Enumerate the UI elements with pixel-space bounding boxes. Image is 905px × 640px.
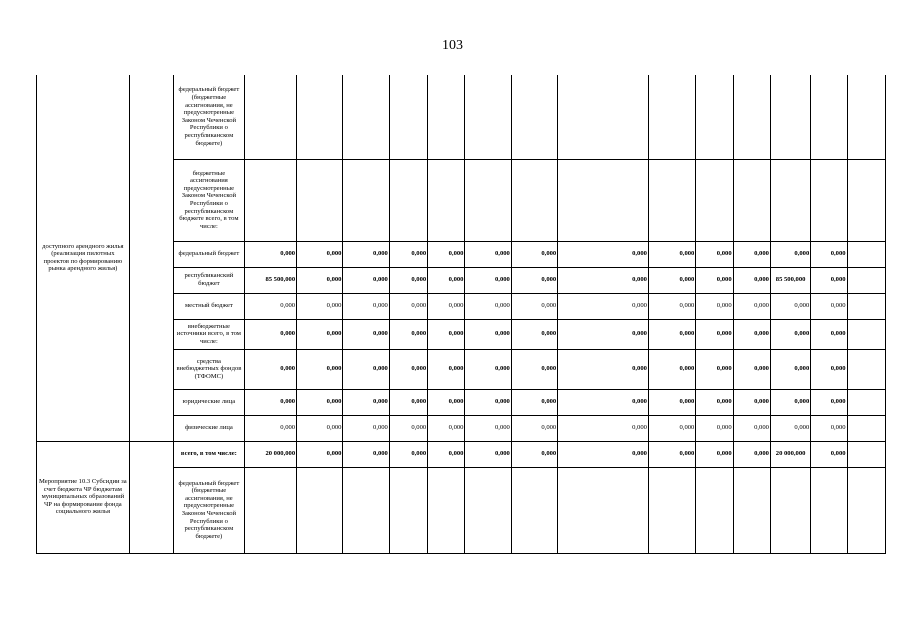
- value-cell: 0,000: [648, 415, 695, 441]
- empty-cell: [847, 267, 885, 293]
- empty-cell: [847, 319, 885, 349]
- value-cell: 0,000: [511, 349, 557, 389]
- value-cell: 0,000: [511, 441, 557, 467]
- value-cell: 0,000: [297, 349, 343, 389]
- value-cell: 0,000: [733, 415, 770, 441]
- empty-cell: [244, 75, 296, 159]
- empty-cell: [811, 467, 847, 553]
- value-cell: 0,000: [244, 241, 296, 267]
- funding-source-label: федеральный бюджет (бюджетные ассигнования, не предусмотренные Законом Чеченской Республики о республиканском бюджете): [174, 467, 245, 553]
- value-cell: 0,000: [244, 415, 296, 441]
- empty-cell: [648, 159, 695, 241]
- value-cell: 0,000: [811, 415, 847, 441]
- value-cell: 0,000: [389, 415, 427, 441]
- value-cell: 0,000: [770, 241, 810, 267]
- value-cell: 0,000: [428, 415, 465, 441]
- value-cell: 0,000: [696, 267, 733, 293]
- funding-source-label: юридические лица: [174, 389, 245, 415]
- value-cell: 0,000: [343, 241, 389, 267]
- value-cell: 0,000: [648, 441, 695, 467]
- value-cell: 0,000: [343, 415, 389, 441]
- empty-cell: [465, 159, 511, 241]
- value-cell: 0,000: [297, 389, 343, 415]
- value-cell: 0,000: [389, 293, 427, 319]
- empty-cell: [511, 159, 557, 241]
- value-cell: 0,000: [770, 319, 810, 349]
- value-cell: 0,000: [343, 293, 389, 319]
- value-cell: 0,000: [465, 349, 511, 389]
- value-cell: 0,000: [558, 319, 649, 349]
- empty-cell: [847, 241, 885, 267]
- empty-cell: [696, 159, 733, 241]
- value-cell: 0,000: [733, 349, 770, 389]
- empty-cell: [428, 159, 465, 241]
- value-cell: 0,000: [696, 415, 733, 441]
- empty-cell: [696, 467, 733, 553]
- value-cell: 0,000: [811, 319, 847, 349]
- value-cell: 0,000: [558, 293, 649, 319]
- value-cell: 0,000: [465, 389, 511, 415]
- page-number: 103: [442, 38, 463, 53]
- empty-cell: [733, 159, 770, 241]
- value-cell: 0,000: [558, 349, 649, 389]
- value-cell: 20 000,000: [244, 441, 296, 467]
- empty-cell: [428, 75, 465, 159]
- empty-cell: [558, 467, 649, 553]
- value-cell: 0,000: [648, 293, 695, 319]
- value-cell: 0,000: [770, 415, 810, 441]
- funding-source-label: федеральный бюджет (бюджетные ассигнования, не предусмотренные Законом Чеченской Республики о республиканском бюджете): [174, 75, 245, 159]
- value-cell: 0,000: [343, 441, 389, 467]
- empty-cell: [558, 159, 649, 241]
- value-cell: 0,000: [343, 389, 389, 415]
- value-cell: 0,000: [244, 293, 296, 319]
- value-cell: 0,000: [811, 241, 847, 267]
- value-cell: 0,000: [770, 293, 810, 319]
- value-cell: 0,000: [811, 293, 847, 319]
- value-cell: 85 500,000: [770, 267, 810, 293]
- value-cell: 0,000: [811, 267, 847, 293]
- empty-cell: [297, 159, 343, 241]
- value-cell: 0,000: [558, 241, 649, 267]
- value-cell: 0,000: [428, 389, 465, 415]
- value-cell: 0,000: [511, 319, 557, 349]
- table-row: [37, 441, 886, 467]
- empty-cell: [389, 467, 427, 553]
- value-cell: 0,000: [465, 441, 511, 467]
- value-cell: 0,000: [428, 241, 465, 267]
- value-cell: 0,000: [733, 267, 770, 293]
- value-cell: 0,000: [811, 349, 847, 389]
- value-cell: 0,000: [511, 389, 557, 415]
- value-cell: 0,000: [465, 415, 511, 441]
- empty-cell: [847, 441, 885, 467]
- value-cell: 0,000: [428, 349, 465, 389]
- value-cell: 0,000: [648, 349, 695, 389]
- value-cell: 0,000: [770, 389, 810, 415]
- empty-cell: [244, 159, 296, 241]
- empty-cell: [847, 467, 885, 553]
- value-cell: 0,000: [733, 319, 770, 349]
- value-cell: 0,000: [811, 389, 847, 415]
- value-cell: 0,000: [389, 267, 427, 293]
- value-cell: 0,000: [733, 293, 770, 319]
- funding-source-label: всего, в том числе:: [174, 441, 245, 467]
- value-cell: 0,000: [244, 349, 296, 389]
- empty-cell: [770, 159, 810, 241]
- funding-source-label: внебюджетные источники всего, в том числе:: [174, 319, 245, 349]
- value-cell: 0,000: [696, 441, 733, 467]
- value-cell: 0,000: [343, 267, 389, 293]
- empty-cell: [847, 293, 885, 319]
- empty-cell: [244, 467, 296, 553]
- empty-cell: [847, 389, 885, 415]
- value-cell: 0,000: [428, 267, 465, 293]
- empty-cell: [811, 159, 847, 241]
- empty-cell: [465, 467, 511, 553]
- empty-cell: [847, 159, 885, 241]
- value-cell: 0,000: [428, 441, 465, 467]
- empty-cell: [511, 75, 557, 159]
- funding-source-label: местный бюджет: [174, 293, 245, 319]
- value-cell: 0,000: [558, 441, 649, 467]
- funding-source-label: бюджетные ассигнования предусмотренные Законом Чеченской Республики о республиканском бюджете всего, в том числе:: [174, 159, 245, 241]
- value-cell: 0,000: [389, 241, 427, 267]
- measure-title-cell: Мероприятие 10.3 Субсидии за счет бюджета ЧР бюджетам муниципальных образований ЧР на формирование фонда социального жилья: [37, 441, 130, 553]
- empty-cell: [648, 467, 695, 553]
- value-cell: 0,000: [696, 319, 733, 349]
- empty-cell: [733, 75, 770, 159]
- value-cell: 0,000: [558, 267, 649, 293]
- empty-cell: [847, 349, 885, 389]
- empty-cell: [811, 75, 847, 159]
- value-cell: 0,000: [297, 267, 343, 293]
- empty-cell: [770, 75, 810, 159]
- value-cell: 0,000: [465, 267, 511, 293]
- value-cell: 0,000: [770, 349, 810, 389]
- value-cell: 0,000: [465, 241, 511, 267]
- empty-cell: [648, 75, 695, 159]
- empty-cell: [343, 467, 389, 553]
- empty-cell: [511, 467, 557, 553]
- value-cell: 20 000,000: [770, 441, 810, 467]
- value-cell: 0,000: [648, 319, 695, 349]
- empty-cell: [129, 75, 173, 441]
- value-cell: 0,000: [696, 293, 733, 319]
- value-cell: 0,000: [465, 319, 511, 349]
- value-cell: 0,000: [389, 319, 427, 349]
- budget-table: [36, 75, 886, 554]
- value-cell: 0,000: [244, 389, 296, 415]
- value-cell: 0,000: [297, 319, 343, 349]
- value-cell: 0,000: [696, 241, 733, 267]
- value-cell: 0,000: [511, 415, 557, 441]
- value-cell: 0,000: [696, 389, 733, 415]
- funding-source-label: федеральный бюджет: [174, 241, 245, 267]
- value-cell: 0,000: [389, 389, 427, 415]
- value-cell: 0,000: [558, 415, 649, 441]
- value-cell: 0,000: [733, 241, 770, 267]
- empty-cell: [847, 75, 885, 159]
- funding-source-label: республиканский бюджет: [174, 267, 245, 293]
- empty-cell: [696, 75, 733, 159]
- value-cell: 85 500,000: [244, 267, 296, 293]
- value-cell: 0,000: [511, 293, 557, 319]
- funding-source-label: физические лица: [174, 415, 245, 441]
- empty-cell: [297, 467, 343, 553]
- value-cell: 0,000: [648, 389, 695, 415]
- empty-cell: [389, 159, 427, 241]
- value-cell: 0,000: [297, 293, 343, 319]
- measure-title-cell: доступного арендного жилья (реализация пилотных проектов по формированию рынка арендного жилья): [37, 75, 130, 441]
- empty-cell: [343, 75, 389, 159]
- value-cell: 0,000: [389, 441, 427, 467]
- empty-cell: [129, 441, 173, 553]
- value-cell: 0,000: [733, 441, 770, 467]
- value-cell: 0,000: [511, 267, 557, 293]
- value-cell: 0,000: [297, 441, 343, 467]
- empty-cell: [297, 75, 343, 159]
- value-cell: 0,000: [648, 267, 695, 293]
- funding-source-label: средства внебюджетных фондов (ТФОМС): [174, 349, 245, 389]
- value-cell: 0,000: [696, 349, 733, 389]
- value-cell: 0,000: [811, 441, 847, 467]
- value-cell: 0,000: [733, 389, 770, 415]
- empty-cell: [770, 467, 810, 553]
- value-cell: 0,000: [511, 241, 557, 267]
- value-cell: 0,000: [343, 349, 389, 389]
- value-cell: 0,000: [465, 293, 511, 319]
- empty-cell: [558, 75, 649, 159]
- value-cell: 0,000: [648, 241, 695, 267]
- value-cell: 0,000: [428, 293, 465, 319]
- empty-cell: [343, 159, 389, 241]
- value-cell: 0,000: [343, 319, 389, 349]
- value-cell: 0,000: [558, 389, 649, 415]
- value-cell: 0,000: [297, 241, 343, 267]
- empty-cell: [847, 415, 885, 441]
- empty-cell: [389, 75, 427, 159]
- value-cell: 0,000: [389, 349, 427, 389]
- value-cell: 0,000: [244, 319, 296, 349]
- value-cell: 0,000: [428, 319, 465, 349]
- empty-cell: [465, 75, 511, 159]
- empty-cell: [733, 467, 770, 553]
- empty-cell: [428, 467, 465, 553]
- table-row: [37, 75, 886, 159]
- value-cell: 0,000: [297, 415, 343, 441]
